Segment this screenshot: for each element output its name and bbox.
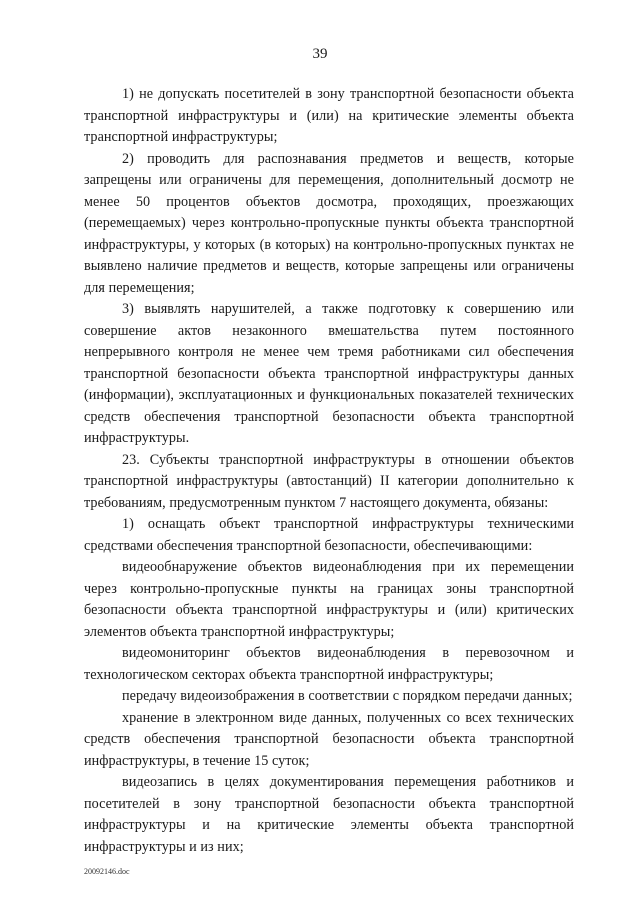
paragraph: 2) проводить для распознавания предметов и веществ, которые запрещены или ограничены для перемещения, дополнительный досмотр не менее 50 процентов объектов досмотра, проходящих, проезжающих (перемещаемых) через контрольно-пропускные пункты объекта транспортной инфраструктуры, у которых (в которых) на контрольно-пропускных пунктах не выявлено наличие предметов и веществ, которые запрещены или ограничены для перемещения; [84,150,574,296]
paragraph: 23. Субъекты транспортной инфраструктуры в отношении объектов транспортной инфраструктуры (автостанций) II категории дополнительно к требованиям, предусмотренным пунктом 7 настоящего документа, обязаны: [84,451,574,511]
paragraph: 3) выявлять нарушителей, а также подготовку к совершению или совершение актов незаконного вмешательства путем постоянного непрерывного контроля не менее чем тремя работниками сил обеспечения транспортной безопасности объекта транспортной инфраструктуры данных (информации), эксплуатационных и функциональных показателей технических средств обеспечения транспортной безопасности объекта транспортной инфраструктуры. [84,301,574,446]
paragraph: видеозапись в целях документирования перемещения работников и посетителей в зону транспортной безопасности объекта транспортной инфраструктуры и на критические элементы объекта транспортной инфраструктуры и из них; [84,774,574,855]
document-body [84,84,574,858]
paragraph: видеомониторинг объектов видеонаблюдения в перевозочном и технологическом секторах объекта транспортной инфраструктуры; [84,645,574,683]
paragraph: 1) оснащать объект транспортной инфраструктуры техническими средствами обеспечения транспортной безопасности, обеспечивающими: [84,516,574,554]
paragraph: передачу видеоизображения в соответствии с порядком передачи данных; [122,688,573,704]
paragraph: 1) не допускать посетителей в зону транспортной безопасности объекта транспортной инфраструктуры и (или) на критические элементы объекта транспортной инфраструктуры; [84,86,574,145]
page-number: 39 [312,46,328,62]
file-name-footer: 20092146.doc [84,867,130,876]
paragraph: хранение в электронном виде данных, полученных со всех технических средств обеспечения транспортной безопасности объекта транспортной инфраструктуры, в течение 15 суток; [84,709,574,769]
paragraph: видеообнаружение объектов видеонаблюдения при их перемещении через контрольно-пропускные пункты на границах зоны транспортной безопасности объекта транспортной инфраструктуры и (или) критических элементов объекта транспортной инфраструктуры; [84,559,574,640]
